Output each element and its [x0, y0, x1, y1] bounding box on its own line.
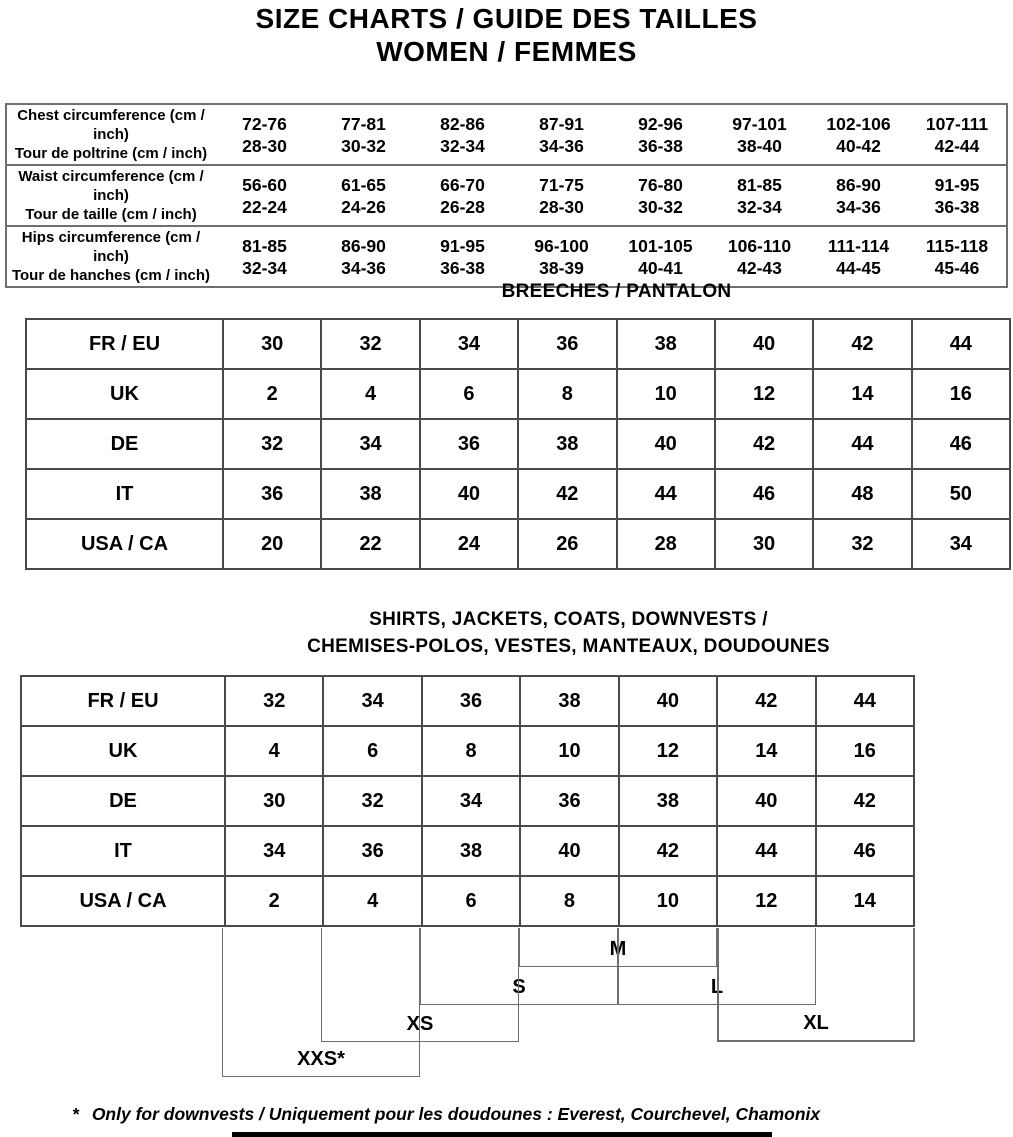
measurement-inch: 24-26 [341, 196, 386, 217]
size-cell: 38 [520, 676, 618, 726]
measurement-cell [512, 165, 611, 226]
measurement-cell [908, 104, 1007, 165]
measurement-inch: 34-36 [341, 257, 386, 278]
measurement-cell [215, 226, 314, 287]
measurement-cm: 72-76 [242, 113, 287, 134]
size-cell: 42 [813, 319, 911, 369]
size-cell: 14 [816, 876, 914, 926]
size-cell: 14 [717, 726, 815, 776]
size-cell: 10 [520, 726, 618, 776]
size-cell: 38 [619, 776, 717, 826]
size-row-label: FR / EU [21, 676, 225, 726]
size-cell: 32 [813, 519, 911, 569]
size-row [26, 319, 1010, 369]
measurement-inch: 42-44 [934, 135, 980, 156]
shirts-table-body [21, 676, 914, 926]
measurement-cm: 56-60 [242, 174, 287, 195]
shirts-heading-line1: SHIRTS, JACKETS, COATS, DOWNVESTS / [369, 609, 768, 630]
size-cell: 2 [225, 876, 323, 926]
measurement-row-label [6, 226, 215, 287]
size-row-label: DE [26, 419, 223, 469]
measurement-row-label [6, 104, 215, 165]
measurement-cm: 106-110 [727, 235, 792, 256]
size-cell: 38 [422, 826, 520, 876]
size-cell: 34 [420, 319, 518, 369]
footnote-asterisk: * [72, 1104, 79, 1124]
measurement-cm: 96-100 [534, 235, 589, 256]
measurement-cm: 81-85 [242, 235, 287, 256]
size-cell: 26 [518, 519, 616, 569]
measurement-inch: 42-43 [737, 257, 782, 278]
size-cell: 34 [323, 676, 421, 726]
size-cell: 8 [518, 369, 616, 419]
measurement-inch: 44-45 [836, 257, 881, 278]
measurement-label-fr: Tour de hanches (cm / inch) [11, 267, 211, 284]
shirts-heading [222, 606, 915, 660]
size-cell: 4 [225, 726, 323, 776]
measurement-cm: 101-105 [628, 235, 693, 256]
measurement-cm: 92-96 [638, 113, 683, 134]
size-cell: 34 [912, 519, 1010, 569]
size-row [26, 519, 1010, 569]
size-cell: 42 [518, 469, 616, 519]
page-title-line1: SIZE CHARTS / GUIDE DES TAILLES [255, 3, 758, 34]
size-cell: 44 [717, 826, 815, 876]
size-cell: 30 [715, 519, 813, 569]
measurement-cm: 86-90 [836, 174, 881, 195]
size-cell: 42 [816, 776, 914, 826]
measurement-cm: 115-118 [925, 235, 989, 256]
size-cell: 8 [422, 726, 520, 776]
size-row-label: UK [21, 726, 225, 776]
size-cell: 38 [321, 469, 419, 519]
measurement-inch: 26-28 [440, 196, 485, 217]
measurement-cell [314, 226, 413, 287]
measurement-inch: 30-32 [638, 196, 683, 217]
size-row-label: FR / EU [26, 319, 223, 369]
size-row [21, 676, 914, 726]
size-band-xs: XS [321, 928, 519, 1042]
measurement-inch: 28-30 [242, 135, 287, 156]
measurement-cell [710, 104, 809, 165]
measurement-cell [215, 104, 314, 165]
size-cell: 40 [715, 319, 813, 369]
size-row [21, 876, 914, 926]
measurement-label-en: Chest circumference (cm / inch) [17, 107, 205, 143]
size-cell: 36 [223, 469, 321, 519]
measurement-cm: 97-101 [732, 113, 787, 134]
measurement-cm: 87-91 [539, 113, 584, 134]
page-title [0, 2, 1013, 68]
size-cell: 2 [223, 369, 321, 419]
measurement-inch: 40-42 [836, 135, 881, 156]
measurement-inch: 38-40 [737, 135, 782, 156]
page-title-line2: WOMEN / FEMMES [376, 36, 637, 67]
measurement-cm: 82-86 [440, 113, 485, 134]
size-row-label: DE [21, 776, 225, 826]
measurements-table [5, 103, 1008, 288]
size-band-m: M [519, 928, 717, 967]
size-cell: 24 [420, 519, 518, 569]
measurement-label-fr: Tour de poltrine (cm / inch) [14, 145, 208, 162]
measurement-label-en: Waist circumference (cm / inch) [18, 168, 204, 204]
size-cell: 42 [619, 826, 717, 876]
size-row-label: USA / CA [21, 876, 225, 926]
size-cell: 12 [717, 876, 815, 926]
measurement-row [6, 165, 1007, 226]
size-row [26, 419, 1010, 469]
size-cell: 40 [420, 469, 518, 519]
measurement-cell [710, 226, 809, 287]
measurement-row [6, 104, 1007, 165]
measurement-cell [611, 104, 710, 165]
size-cell: 36 [323, 826, 421, 876]
size-cell: 12 [715, 369, 813, 419]
measurement-label-fr: Tour de taille (cm / inch) [25, 206, 197, 223]
breeches-heading: BREECHES / PANTALON [501, 281, 732, 302]
size-cell: 32 [323, 776, 421, 826]
size-cell: 28 [617, 519, 715, 569]
measurement-label-en: Hips circumference (cm / inch) [21, 229, 201, 265]
size-cell: 4 [321, 369, 419, 419]
measurement-inch: 34-36 [836, 196, 881, 217]
size-cell: 30 [223, 319, 321, 369]
size-cell: 34 [422, 776, 520, 826]
size-cell: 42 [717, 676, 815, 726]
measurement-inch: 45-46 [934, 257, 980, 278]
size-cell: 16 [816, 726, 914, 776]
size-cell: 36 [420, 419, 518, 469]
measurement-inch: 36-38 [638, 135, 683, 156]
size-cell: 40 [619, 676, 717, 726]
measurement-cell [809, 226, 908, 287]
measurement-cell [710, 165, 809, 226]
measurement-cm: 77-81 [341, 113, 386, 134]
size-cell: 42 [715, 419, 813, 469]
size-cell: 30 [225, 776, 323, 826]
size-cell: 8 [520, 876, 618, 926]
measurement-cm: 81-85 [737, 174, 782, 195]
measurement-cm: 91-95 [934, 174, 980, 195]
size-row-label: USA / CA [26, 519, 223, 569]
measurement-inch: 32-34 [242, 257, 287, 278]
size-cell: 50 [912, 469, 1010, 519]
size-cell: 32 [321, 319, 419, 369]
size-cell: 4 [323, 876, 421, 926]
size-row-label: IT [21, 826, 225, 876]
measurement-row [6, 226, 1007, 287]
size-cell: 46 [912, 419, 1010, 469]
size-cell: 16 [912, 369, 1010, 419]
size-cell: 6 [422, 876, 520, 926]
size-cell: 34 [321, 419, 419, 469]
measurement-inch: 32-34 [440, 135, 485, 156]
measurement-cm: 71-75 [539, 174, 584, 195]
measurement-cell [611, 165, 710, 226]
size-cell: 20 [223, 519, 321, 569]
measurement-cell [512, 226, 611, 287]
size-cell: 44 [816, 676, 914, 726]
size-cell: 40 [717, 776, 815, 826]
breeches-table-body [26, 319, 1010, 569]
size-cell: 44 [912, 319, 1010, 369]
measurement-inch: 34-36 [539, 135, 584, 156]
size-cell: 12 [619, 726, 717, 776]
size-band-l: L [618, 928, 816, 1005]
measurement-cell [809, 104, 908, 165]
size-cell: 46 [816, 826, 914, 876]
size-row [26, 469, 1010, 519]
size-band-xxs: XXS* [222, 928, 420, 1077]
measurement-cm: 111-114 [827, 235, 890, 256]
size-row [26, 369, 1010, 419]
size-cell: 22 [321, 519, 419, 569]
size-band-xl: XL [717, 928, 915, 1042]
size-cell: 10 [619, 876, 717, 926]
shirts-heading-line2: CHEMISES-POLOS, VESTES, MANTEAUX, DOUDOUNES [307, 636, 830, 657]
measurement-cell [611, 226, 710, 287]
measurement-cell [215, 165, 314, 226]
size-cell: 34 [225, 826, 323, 876]
measurement-cm: 91-95 [440, 235, 485, 256]
measurement-inch: 32-34 [737, 196, 782, 217]
measurement-cell [908, 226, 1007, 287]
measurement-inch: 22-24 [242, 196, 287, 217]
size-row-label: IT [26, 469, 223, 519]
size-cell: 10 [617, 369, 715, 419]
size-row-label: UK [26, 369, 223, 419]
measurement-row-label [6, 165, 215, 226]
measurement-inch: 28-30 [539, 196, 584, 217]
bottom-edge-bar [232, 1132, 772, 1137]
measurement-cm: 66-70 [440, 174, 485, 195]
measurement-cm: 107-111 [925, 113, 989, 134]
measurement-inch: 38-39 [539, 257, 584, 278]
measurement-cell [413, 165, 512, 226]
measurement-cell [413, 226, 512, 287]
footnote-text: Only for downvests / Uniquement pour les doudounes : Everest, Courchevel, Chamonix [91, 1104, 821, 1124]
measurements-table-body [6, 104, 1007, 287]
size-cell: 40 [520, 826, 618, 876]
size-cell: 6 [323, 726, 421, 776]
size-cell: 36 [520, 776, 618, 826]
size-cell: 32 [223, 419, 321, 469]
footnote [72, 1104, 820, 1125]
measurement-cm: 86-90 [341, 235, 386, 256]
size-cell: 32 [225, 676, 323, 726]
breeches-table [25, 318, 1011, 570]
size-cell: 44 [617, 469, 715, 519]
size-cell: 46 [715, 469, 813, 519]
size-row [21, 776, 914, 826]
size-cell: 40 [617, 419, 715, 469]
shirts-table [20, 675, 915, 927]
measurement-cell [413, 104, 512, 165]
size-cell: 36 [518, 319, 616, 369]
measurement-cell [809, 165, 908, 226]
measurement-cell [314, 104, 413, 165]
measurement-cell [314, 165, 413, 226]
size-cell: 38 [617, 319, 715, 369]
size-bands [20, 928, 915, 1080]
measurement-cell [512, 104, 611, 165]
measurement-inch: 36-38 [934, 196, 980, 217]
size-row [21, 826, 914, 876]
size-cell: 14 [813, 369, 911, 419]
measurement-cm: 76-80 [638, 174, 683, 195]
measurement-cm: 61-65 [341, 174, 386, 195]
size-cell: 38 [518, 419, 616, 469]
measurement-cm: 102-106 [826, 113, 891, 134]
measurement-inch: 40-41 [638, 257, 683, 278]
size-row [21, 726, 914, 776]
measurement-inch: 36-38 [440, 257, 485, 278]
measurement-cell [908, 165, 1007, 226]
size-cell: 48 [813, 469, 911, 519]
size-band-s: S [420, 928, 618, 1005]
size-cell: 6 [420, 369, 518, 419]
size-cell: 44 [813, 419, 911, 469]
size-cell: 36 [422, 676, 520, 726]
measurement-inch: 30-32 [341, 135, 386, 156]
